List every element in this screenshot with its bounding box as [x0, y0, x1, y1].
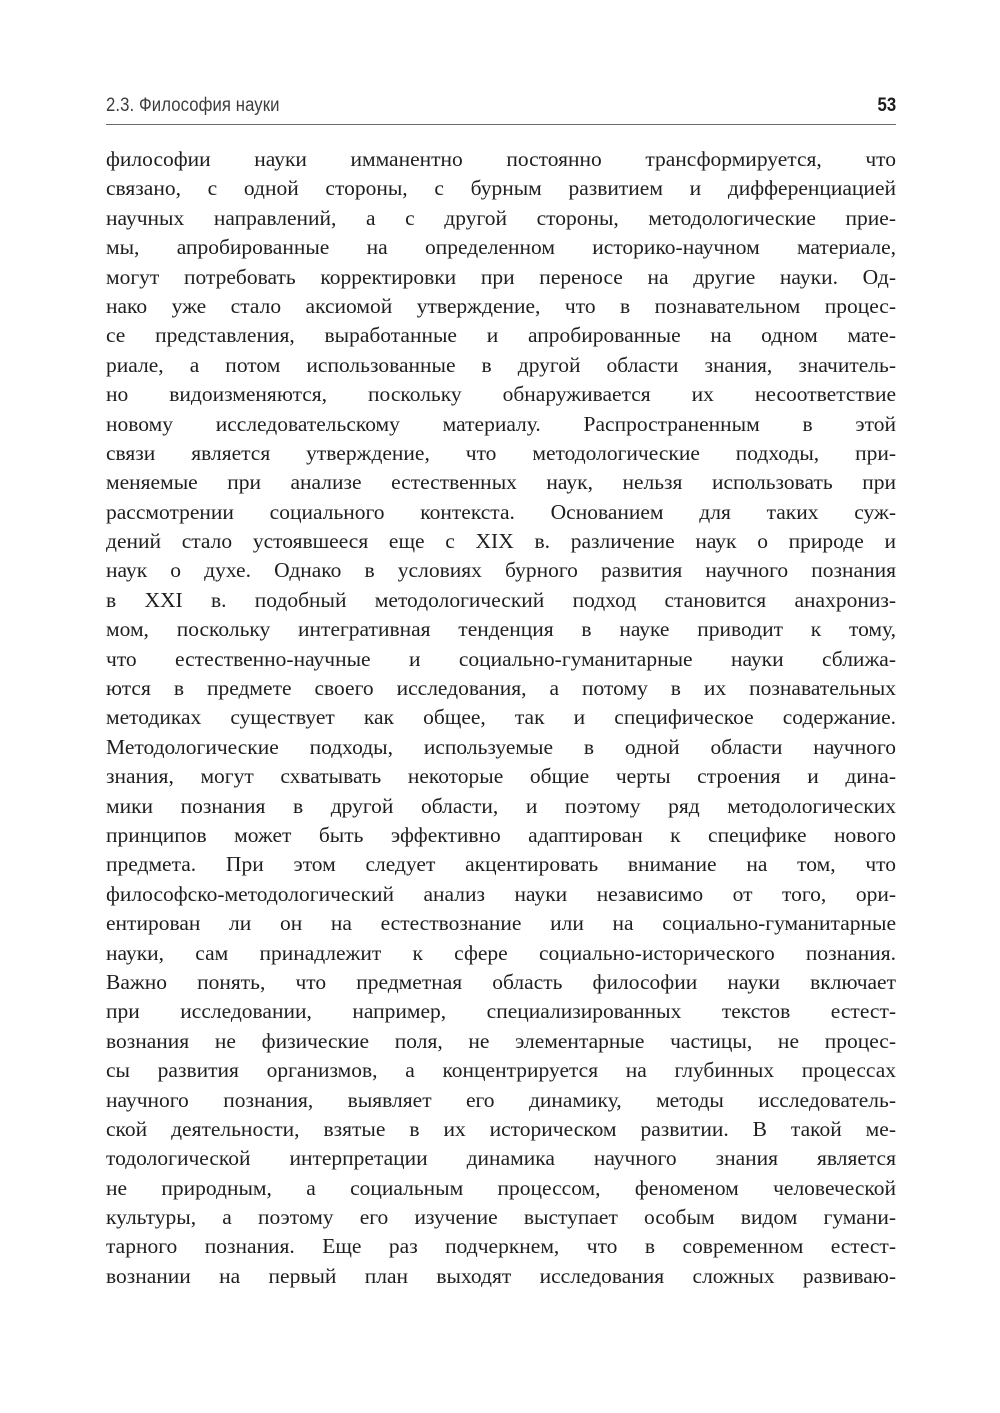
text-line: мы, апробированные на определенном историко-научном материале,: [106, 235, 896, 260]
text-line: знания, могут схватывать некоторые общие черты строения и дина-: [106, 764, 896, 789]
text-line: рассмотрении социального контекста. Основанием для таких суж-: [106, 499, 896, 524]
text-line: вознания не физические поля, не элементарные частицы, не процес-: [106, 1028, 896, 1053]
text-line: нако уже стало аксиомой утверждение, что в познавательном процес-: [106, 293, 896, 318]
text-line: риале, а потом использованные в другой области знания, значитель-: [106, 352, 896, 377]
running-header: [106, 94, 896, 125]
text-line: мом, поскольку интегративная тенденция в науке приводит к тому,: [106, 617, 896, 642]
text-line: но видоизменяются, поскольку обнаруживается их несоответствие: [106, 382, 896, 407]
text-line: научного познания, выявляет его динамику, методы исследователь-: [106, 1087, 896, 1112]
page-number: 53: [877, 95, 896, 116]
text-line: могут потребовать корректировки при переносе на другие науки. Од-: [106, 264, 896, 289]
text-line: философии науки имманентно постоянно трансформируется, что: [106, 147, 896, 171]
text-line: что естественно-научные и социально-гуманитарные науки сближа-: [106, 646, 896, 671]
text-line: мики познания в другой области, и поэтому ряд методологических: [106, 793, 896, 818]
text-line: научных направлений, а с другой стороны, методологические прие-: [106, 205, 896, 230]
text-line: ются в предмете своего исследования, а потому в их познавательных: [106, 676, 896, 701]
text-line: ской деятельности, взятые в их историческом развитии. В такой ме-: [106, 1116, 896, 1141]
text-line: тодологической интерпретации динамика научного знания является: [106, 1146, 896, 1171]
text-line: тарного познания. Еще раз подчеркнем, что в современном естест-: [106, 1234, 896, 1259]
text-line: вознании на первый план выходят исследования сложных развиваю-: [106, 1263, 896, 1288]
text-line: связано, с одной стороны, с бурным развитием и дифференциацией: [106, 176, 896, 201]
text-line: се представления, выработанные и апробированные на одном мате-: [106, 323, 896, 348]
text-line: Методологические подходы, используемые в одной области научного: [106, 734, 896, 759]
text-line: наук о духе. Однако в условиях бурного развития научного познания: [106, 558, 896, 583]
text-line: при исследовании, например, специализированных текстов естест-: [106, 999, 896, 1024]
text-line: связи является утверждение, что методологические подходы, при-: [106, 440, 896, 465]
text-line: предмета. При этом следует акцентировать внимание на том, что: [106, 852, 896, 877]
text-line: методиках существует как общее, так и специфическое содержание.: [106, 705, 896, 730]
text-line: культуры, а поэтому его изучение выступает особым видом гумани-: [106, 1205, 896, 1230]
body-text: [106, 145, 896, 1291]
section-title: 2.3. Философия науки: [106, 95, 280, 116]
text-line: сы развития организмов, а концентрируется на глубинных процессах: [106, 1058, 896, 1083]
text-line: философско-методологический анализ науки независимо от того, ори-: [106, 881, 896, 906]
text-line: дений стало устоявшееся еще с XIX в. различение наук о природе и: [106, 529, 896, 554]
text-line: Важно понять, что предметная область философии науки включает: [106, 969, 896, 994]
text-line: в XXI в. подобный методологический подход становится анахрониз-: [106, 587, 896, 612]
text-line: меняемые при анализе естественных наук, нельзя использовать при: [106, 470, 896, 495]
text-line: науки, сам принадлежит к сфере социально-исторического познания.: [106, 940, 896, 965]
text-line: не природным, а социальным процессом, феноменом человеческой: [106, 1175, 896, 1200]
text-line: ентирован ли он на естествознание или на социально-гуманитарные: [106, 911, 896, 936]
text-line: новому исследовательскому материалу. Распространенным в этой: [106, 411, 896, 436]
text-line: принципов может быть эффективно адаптирован к специфике нового: [106, 822, 896, 847]
